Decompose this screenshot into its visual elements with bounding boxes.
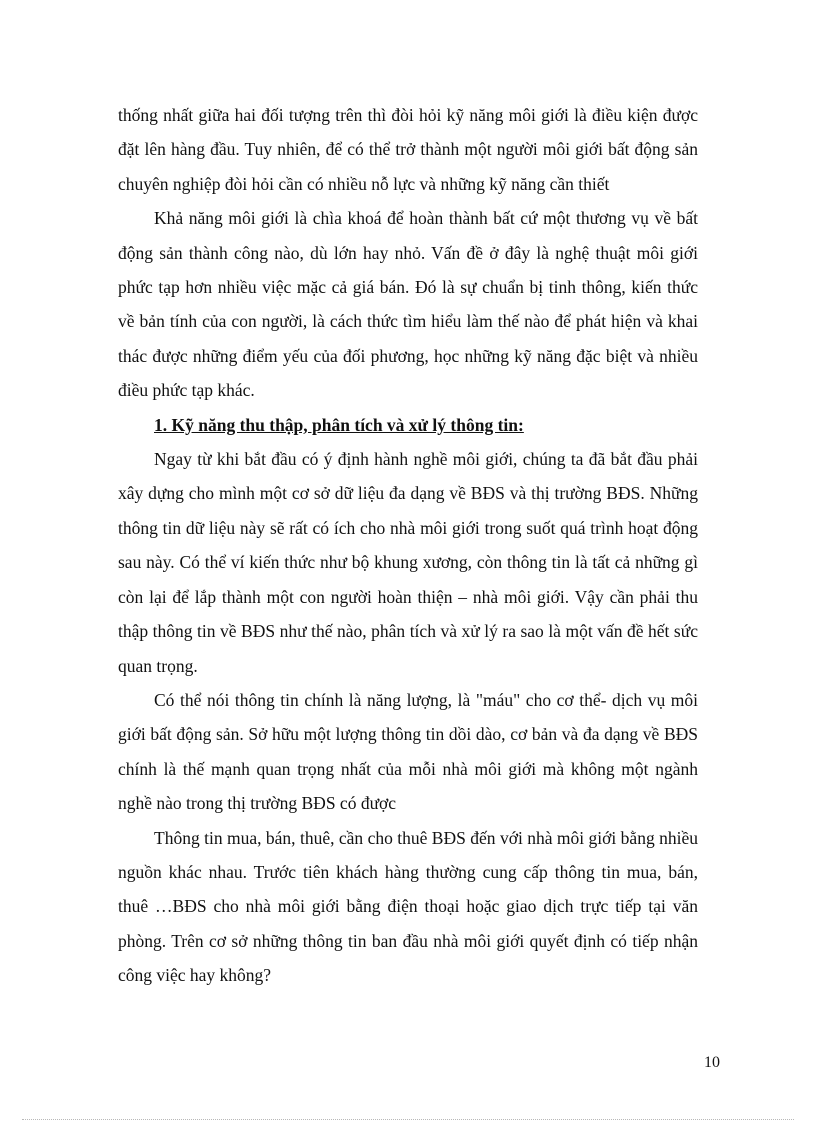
page-body xyxy=(118,98,698,993)
bottom-divider xyxy=(22,1119,794,1120)
paragraph-database: Ngay từ khi bắt đầu có ý định hành nghề môi giới, chúng ta đã bắt đầu phải xây dựng cho mình một cơ sở dữ liệu đa dạng về BĐS và thị trường BĐS. Những thông tin dữ liệu này sẽ rất có ích cho nhà môi giới trong suốt quá trình hoạt động sau này. Có thể ví kiến thức như bộ khung xương, còn thông tin là tất cả những gì còn lại để lắp thành một con người hoàn thiện – nhà môi giới. Vậy cần phải thu thập thông tin về BĐS như thế nào, phân tích và xử lý ra sao là một vấn đề hết sức quan trọng. xyxy=(118,449,698,676)
paragraph-information-energy: Có thể nói thông tin chính là năng lượng, là "máu" cho cơ thể- dịch vụ môi giới bất động sản. Sở hữu một lượng thông tin dồi dào, cơ bản và đa dạng về BĐS chính là thế mạnh quan trọng nhất của mỗi nhà môi giới mà không một ngành nghề nào trong thị trường BĐS có được xyxy=(118,689,698,814)
paragraph-brokerage-ability: Khả năng môi giới là chìa khoá để hoàn thành bất cứ một thương vụ về bất động sản thành công nào, dù lớn hay nhỏ. Vấn đề ở đây là nghệ thuật môi giới phức tạp hơn nhiều việc mặc cả giá bán. Đó là sự chuẩn bị tinh thông, kiến thức về bản tính của con người, là cách thức tìm hiểu làm thế nào để phát hiện và khai thác được những điểm yếu của đối phương, học những kỹ năng đặc biệt và nhiều điều phức tạp khác. xyxy=(118,208,698,401)
paragraph-continuation: thống nhất giữa hai đối tượng trên thì đòi hỏi kỹ năng môi giới là điều kiện được đặt lên hàng đầu. Tuy nhiên, để có thể trở thành một người môi giới bất động sản chuyên nghiệp đòi hỏi cần có nhiều nỗ lực và những kỹ năng cần thiết xyxy=(118,105,698,194)
page-number: 10 xyxy=(704,1054,720,1071)
section-heading: 1. Kỹ năng thu thập, phân tích và xử lý thông tin: xyxy=(154,414,524,435)
paragraph-information-sources: Thông tin mua, bán, thuê, cần cho thuê BĐS đến với nhà môi giới bằng nhiều nguồn khác nhau. Trước tiên khách hàng thường cung cấp thông tin mua, bán, thuê …BĐS cho nhà môi giới bằng điện thoại hoặc giao dịch trực tiếp tại văn phòng. Trên cơ sở những thông tin ban đầu nhà môi giới quyết định có tiếp nhận công việc hay không? xyxy=(118,827,698,986)
